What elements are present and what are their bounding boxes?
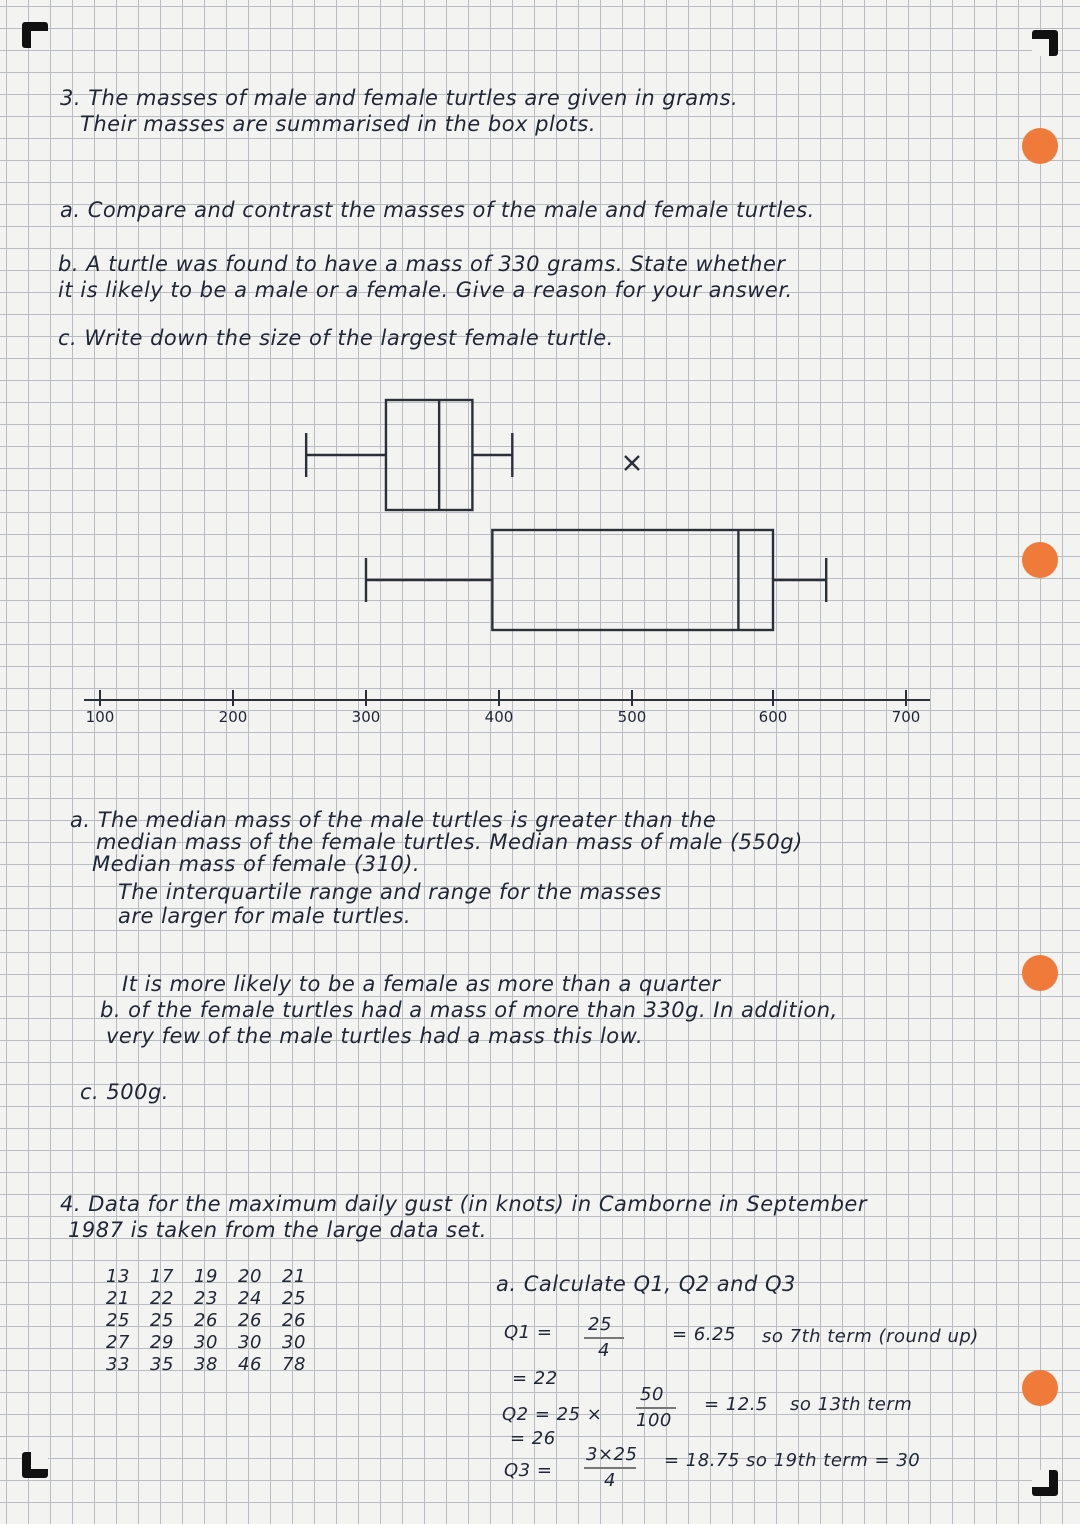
data-cell: 25 [106,1310,130,1331]
data-cell: 22 [150,1288,174,1309]
q3-part-c: c. Write down the size of the largest female turtle. [58,326,614,350]
q1-fraction-bar [584,1337,624,1339]
axis-tick-label: 200 [218,708,248,726]
data-cell: 25 [150,1310,174,1331]
data-cell: 33 [106,1354,130,1375]
data-cell: 21 [282,1266,306,1287]
q3-part-b-line2: it is likely to be a male or a female. Give a reason for your answer. [58,278,793,302]
box-plots [306,400,826,630]
axis-tick-label: 700 [891,708,921,726]
q2-value: = 26 [510,1428,556,1449]
q4-part-a: a. Calculate Q1, Q2 and Q3 [496,1272,796,1296]
answer-c: c. 500g. [80,1080,169,1104]
axis-tick-label: 400 [484,708,514,726]
q3-numerator: 3×25 [586,1444,638,1465]
box-iqr [492,530,773,630]
axis-tick-label: 100 [85,708,115,726]
axis-tick-label: 600 [758,708,788,726]
data-cell: 26 [194,1310,218,1331]
data-cell: 46 [238,1354,262,1375]
q3-intro-line2: Their masses are summarised in the box plots. [80,112,597,136]
q2-note: so 13th term [790,1394,913,1415]
data-cell: 27 [106,1332,130,1353]
q1-note: so 7th term (round up) [762,1326,979,1347]
box-plot-2 [366,530,826,630]
q3-fraction-bar [584,1467,636,1469]
data-cell: 30 [238,1332,262,1353]
box-plot-1 [306,400,639,510]
axis-tick-label: 500 [617,708,647,726]
data-cell: 13 [106,1266,130,1287]
q3-part-a: a. Compare and contrast the masses of the male and female turtles. [60,198,815,222]
q4-intro-line2: 1987 is taken from the large data set. [68,1218,487,1242]
q1-label: Q1 = [504,1322,553,1343]
q1-value: = 22 [512,1368,558,1389]
answer-a-line2: median mass of the female turtles. Median mass of male (550g) [96,830,803,854]
data-cell: 26 [238,1310,262,1331]
box-iqr [386,400,472,510]
data-cell: 30 [194,1332,218,1353]
data-cell: 20 [238,1266,262,1287]
answer-a-line5: are larger for male turtles. [118,904,412,928]
q2-denominator: 100 [636,1410,672,1431]
answer-b-line3: very few of the male turtles had a mass this low. [106,1024,644,1048]
q3-label: Q3 = [504,1460,553,1481]
q3-denominator: 4 [604,1470,616,1491]
answer-b-line1: It is more likely to be a female as more than a quarter [122,972,721,996]
q1-numerator: 25 [588,1314,612,1335]
answer-a-line3: Median mass of female (310). [92,852,421,876]
q3-part-b-line1: b. A turtle was found to have a mass of 330 grams. State whether [58,252,786,276]
q2-label: Q2 = 25 × [502,1404,603,1425]
data-cell: 24 [238,1288,262,1309]
data-cell: 29 [150,1332,174,1353]
data-cell: 78 [282,1354,306,1375]
q3-intro-line1: 3. The masses of male and female turtles are given in grams. [60,86,739,110]
q1-denominator: 4 [598,1340,610,1361]
answer-b-line2: b. of the female turtles had a mass of more than 330g. In addition, [100,998,838,1022]
q2-result: = 12.5 [704,1394,768,1415]
answer-a-line1: a. The median mass of the male turtles is greater than the [70,808,717,832]
q4-intro-line1: 4. Data for the maximum daily gust (in knots) in Camborne in September [60,1192,867,1216]
q1-result: = 6.25 [672,1324,736,1345]
data-cell: 26 [282,1310,306,1331]
box-plot-axis [84,690,930,726]
data-cell: 30 [282,1332,306,1353]
data-cell: 25 [282,1288,306,1309]
data-cell: 23 [194,1288,218,1309]
data-cell: 17 [150,1266,174,1287]
q2-fraction-bar [636,1407,676,1409]
answer-a-line4: The interquartile range and range for the masses [118,880,662,904]
axis-tick-label: 300 [351,708,381,726]
data-cell: 21 [106,1288,130,1309]
data-cell: 35 [150,1354,174,1375]
q3-result: = 18.75 so 19th term = 30 [664,1450,921,1471]
data-cell: 19 [194,1266,218,1287]
data-cell: 38 [194,1354,218,1375]
q2-numerator: 50 [640,1384,664,1405]
